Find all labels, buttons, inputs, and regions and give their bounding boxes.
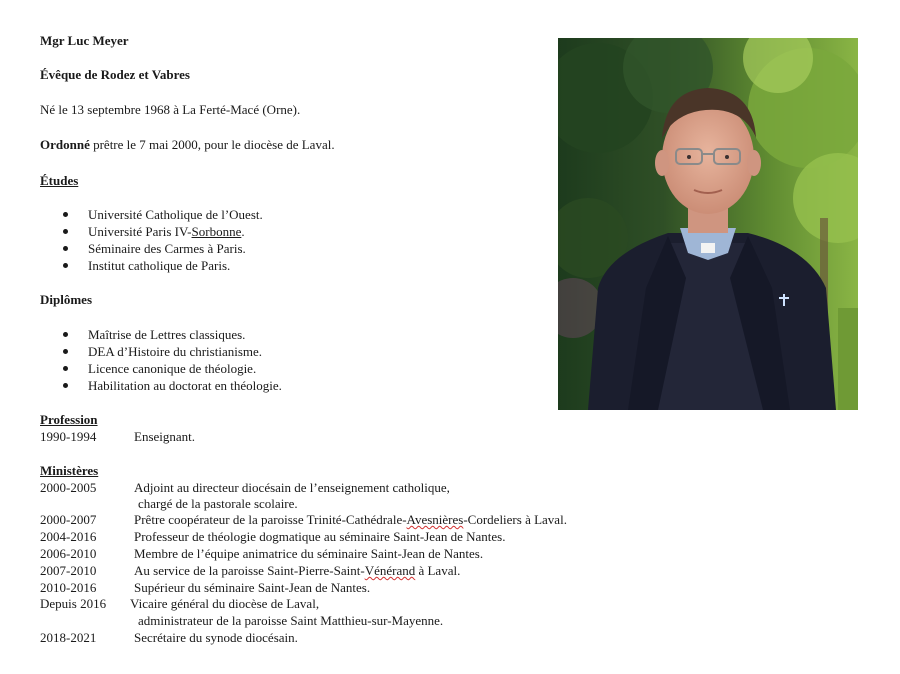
row-years: 2000-2007 — [40, 512, 97, 527]
row-continuation: administrateur de la paroisse Saint Matthieu-sur-Mayenne. — [138, 613, 444, 628]
row-text: Secrétaire du synode diocésain. — [134, 630, 298, 645]
row-text: Vicaire général du diocèse de Laval, — [130, 596, 320, 611]
row-years: 2010-2016 — [40, 580, 97, 595]
flagged-word: Avesnières — [406, 512, 464, 527]
list-item: Université Paris IV-Sorbonne. — [40, 223, 263, 240]
list-item: Séminaire des Carmes à Paris. — [40, 240, 263, 257]
list-item: Université Catholique de l’Ouest. — [40, 206, 263, 223]
table-row — [40, 546, 483, 562]
bullet-icon — [63, 332, 68, 337]
bullet-icon — [63, 383, 68, 388]
bullet-icon — [63, 349, 68, 354]
row-years: 1990-1994 — [40, 429, 97, 444]
ordination-text: prêtre le 7 mai 2000, pour le diocèse de Laval. — [89, 137, 335, 152]
flagged-word: Sorbonne — [191, 224, 242, 239]
table-row — [40, 596, 319, 612]
row-text: Enseignant. — [134, 429, 196, 444]
bullet-icon — [63, 263, 68, 268]
bullet-icon — [63, 366, 68, 371]
etudes-list — [40, 206, 263, 274]
row-years: 2006-2010 — [40, 546, 97, 561]
table-row — [40, 529, 505, 545]
row-text: Supérieur du séminaire Saint-Jean de Nantes. — [134, 580, 371, 595]
birth-line: Né le 13 septembre 1968 à La Ferté-Macé (Orne). — [40, 102, 301, 117]
diplomes-heading: Diplômes — [40, 292, 92, 307]
list-item: Habilitation au doctorat en théologie. — [40, 377, 282, 394]
bishop-name: Mgr Luc Meyer — [40, 33, 129, 48]
bishop-title: Évêque de Rodez et Vabres — [40, 67, 190, 82]
list-item: Institut catholique de Paris. — [40, 257, 263, 274]
row-years: 2007-2010 — [40, 563, 97, 578]
diplomes-list — [40, 326, 282, 394]
table-row — [40, 580, 370, 596]
row-years: Depuis 2016 — [40, 596, 107, 611]
row-years: 2018-2021 — [40, 630, 97, 645]
ministeres-heading: Ministères — [40, 463, 99, 478]
ordination-line — [40, 137, 335, 153]
row-text: Au service de la paroisse Saint-Pierre-Saint-Vénérand à Laval. — [134, 563, 461, 578]
bullet-icon — [63, 246, 68, 251]
row-text: Adjoint au directeur diocésain de l’enseignement catholique, — [134, 480, 450, 495]
row-text: Membre de l’équipe animatrice du séminaire Saint-Jean de Nantes. — [134, 546, 484, 561]
etudes-heading: Études — [40, 173, 79, 188]
row-text: Prêtre coopérateur de la paroisse Trinité-Cathédrale-Avesnières-Cordeliers à Laval. — [134, 512, 567, 527]
table-row — [40, 429, 195, 445]
list-item: DEA d’Histoire du christianisme. — [40, 343, 282, 360]
list-item: Licence canonique de théologie. — [40, 360, 282, 377]
bullet-icon — [63, 229, 68, 234]
flagged-word: Vénérand — [364, 563, 416, 578]
portrait-photo — [558, 38, 858, 410]
row-text: Professeur de théologie dogmatique au séminaire Saint-Jean de Nantes. — [134, 529, 506, 544]
row-years: 2004-2016 — [40, 529, 97, 544]
table-row — [40, 512, 567, 528]
table-row — [40, 630, 298, 646]
table-row — [40, 480, 450, 496]
row-years: 2000-2005 — [40, 480, 97, 495]
ordination-label: Ordonné — [40, 137, 90, 152]
table-row — [40, 563, 460, 579]
profession-heading: Profession — [40, 412, 98, 427]
list-item: Maîtrise de Lettres classiques. — [40, 326, 282, 343]
row-continuation: chargé de la pastorale scolaire. — [138, 496, 298, 511]
bullet-icon — [63, 212, 68, 217]
